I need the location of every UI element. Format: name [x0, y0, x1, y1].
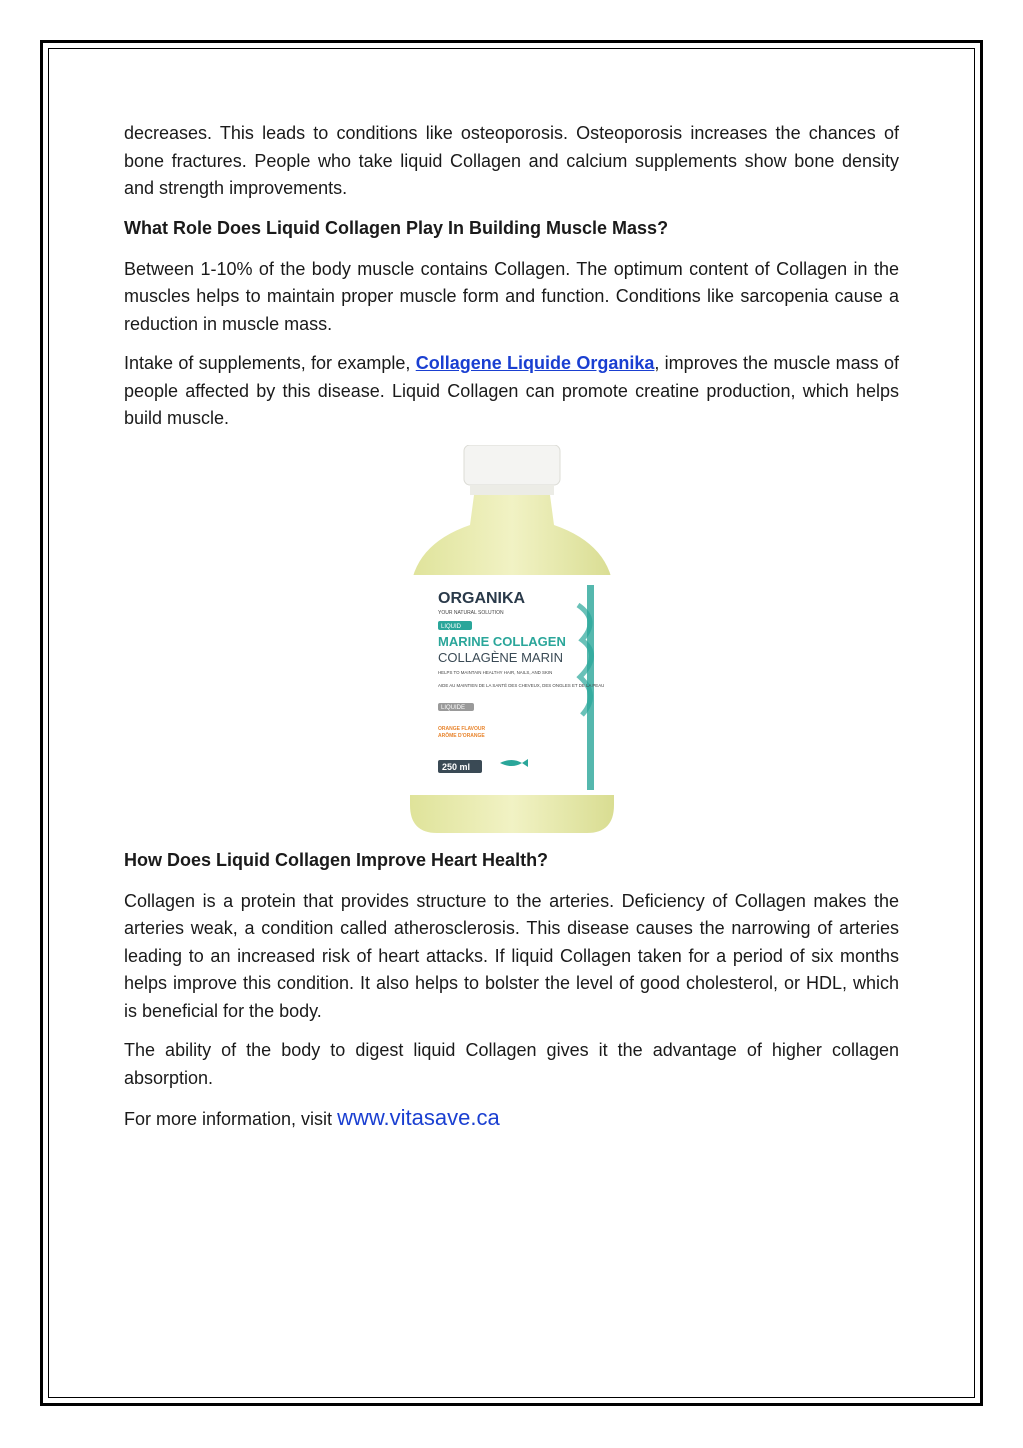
- text-span: Intake of supplements, for example,: [124, 353, 416, 373]
- paragraph-supplements: [124, 350, 899, 433]
- paragraph-arteries: Collagen is a protein that provides structure to the arteries. Deficiency of Collagen makes the arteries weak, a condition called atherosclerosis. This disease causes the narrowing of arteries leading to an increased risk of heart attacks. If liquid Collagen taken for a period of six months helps improve this condition. It also helps to bolster the level of good cholesterol, or HDL, which is beneficial for the body.: [124, 890, 899, 1021]
- liquid-badge-text: LIQUID: [440, 623, 461, 630]
- flavour-fr: ARÔME D'ORANGE: [437, 732, 485, 739]
- description-fr: AIDE AU MAINTIEN DE LA SANTÉ DES CHEVEUX, DES ONGLES ET DE LA PEAU: [437, 682, 604, 688]
- product-name-en: MARINE COLLAGEN: [437, 633, 566, 649]
- brand-text: ORGANIKA: [437, 589, 525, 607]
- tagline-text: YOUR NATURAL SOLUTION: [437, 609, 504, 616]
- text-span: For more information, visit: [124, 1109, 338, 1129]
- paragraph-muscle-collagen: Between 1-10% of the body muscle contains Collagen. The optimum content of Collagen in the muscles helps to maintain proper muscle form and function. Conditions like sarcopenia cause a reduction in muscle mass.: [124, 258, 899, 334]
- paragraph-more-info: [124, 1104, 899, 1134]
- heading-heart-health: How Does Liquid Collagen Improve Heart Health?: [124, 849, 549, 870]
- collagene-liquide-organika-link[interactable]: Collagene Liquide Organika: [415, 353, 655, 373]
- liquide-badge-text: LIQUIDE: [440, 704, 465, 711]
- document-body: [124, 120, 899, 1134]
- volume-text: 250 ml: [441, 761, 470, 772]
- heading-muscle-mass: What Role Does Liquid Collagen Play In Building Muscle Mass?: [124, 217, 669, 238]
- text-span: , improves the muscle mass of people affected by this disease. Liquid Collagen can promote creatine production, which helps build muscle.: [124, 353, 899, 428]
- product-name-fr: COLLAGÈNE MARIN: [437, 649, 563, 665]
- description-en: HELPS TO MAINTAIN HEALTHY HAIR, NAILS, AND SKIN: [437, 669, 552, 675]
- vitasave-link[interactable]: www.vitasave.ca: [337, 1105, 500, 1130]
- product-image: [382, 445, 642, 835]
- flavour-en: ORANGE FLAVOUR: [437, 725, 485, 732]
- paragraph-absorption: The ability of the body to digest liquid Collagen gives it the advantage of higher collagen absorption.: [124, 1040, 899, 1088]
- paragraph-osteoporosis: decreases. This leads to conditions like osteoporosis. Osteoporosis increases the chances of bone fractures. People who take liquid Collagen and calcium supplements show bone density and strength improvements.: [124, 123, 899, 198]
